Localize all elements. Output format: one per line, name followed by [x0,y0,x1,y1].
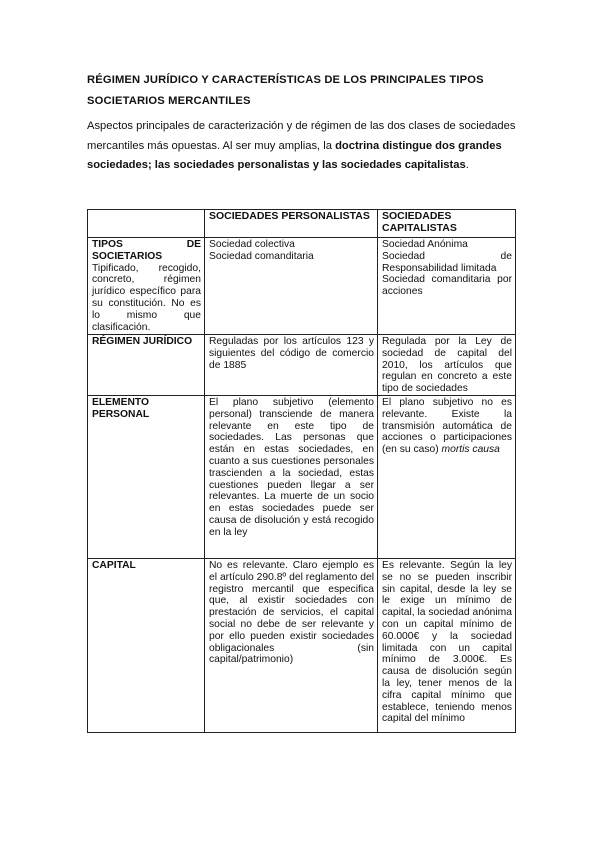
title-line-2: SOCIETARIOS MERCANTILES [87,95,251,107]
row-label-cell [88,238,205,335]
intro-line-3 [87,156,515,176]
intro-line-3-end: . [465,159,469,171]
title-line-1: RÉGIMEN JURÍDICO Y CARACTERÍSTICAS DE LOS PRINCIPALES TIPOS [87,74,484,86]
table-row [88,335,516,396]
table-row [88,238,516,335]
capitalistas-cell [378,395,516,558]
header-cell-empty [88,210,205,238]
row-label: TIPOS DE SOCIETARIOS [92,239,201,262]
capitalistas-italic: mortis causa [441,444,500,456]
row-label-note: Tipificado, recogido, concreto, régimen jurídico específico para su constitución. No es lo mismo que clasificación. [92,262,201,333]
table-header-row [88,210,516,238]
capitalistas-cell: Es relevante. Según la ley se no se pueden inscribir sin capital, desde la ley se le exige un mínimo de capital, la sociedad anónima con un capital mínimo de 60.000€ y la sociedad limitada con un capital mínimo de 3.000€. Es causa de disolución según la ley, tener menos de la cifra capital mínimo que establece, teniendo menos capital del mínimo [378,558,516,732]
row-label: CAPITAL [88,558,205,732]
capitalistas-text: El plano subjetivo no es relevante. Existe la transmisión automática de acciones o participaciones (en su caso) [382,396,512,456]
personalistas-cell: Reguladas por los artículos 123 y siguientes del código de comercio de 1885 [205,335,378,396]
personalistas-cell: No es relevante. Claro ejemplo es el artículo 290.8º del reglamento del registro mercantil que especifica que, al existir sociedades con prestación de servicios, el capital social no debe de ser relevante y por ello pueden existir sociedades obligacionales (sin capital/patrimonio) [205,558,378,732]
list-item: Sociedad comanditaria [209,250,314,262]
intro-line-2-plain: mercantiles más opuestas. Al ser muy amplias, la [87,139,336,152]
personalistas-cell: El plano subjetivo (elemento personal) transciende de manera relevante en este tipo de sociedades. Las personas que están en estas sociedades, en cuanto a sus cuestiones personales trascienden a la sociedad, estas cuestiones pueden llegar a ser relevantes. La muerte de un socio en estas sociedades puede ser causa de disolución y está recogido en la ley [205,395,378,558]
capitalistas-cell: Regulada por la Ley de sociedad de capital del 2010, los artículos que regulan en concreto a este tipo de sociedades [378,335,516,396]
document-title [87,70,515,112]
list-item: Sociedad de Responsabilidad limitada [382,250,512,274]
intro-line-3-bold: sociedades; las sociedades personalistas y las sociedades capitalistas [87,159,466,171]
list-item: Sociedad colectiva [209,239,295,250]
table-row [88,395,516,558]
row-label: ELEMENTO PERSONAL [88,395,205,558]
intro-line-1: Aspectos principales de caracterización y de régimen de las dos clases de sociedades [87,120,516,132]
personalistas-cell [205,238,378,335]
intro-line-2-bold: doctrina distingue dos grandes [335,139,502,152]
list-item: Sociedad comanditaria por acciones [382,274,512,298]
capitalistas-cell [378,238,516,335]
comparison-table [87,209,516,733]
intro-paragraph [87,117,515,176]
header-personalistas: SOCIEDADES PERSONALISTAS [205,210,378,238]
table-row [88,558,516,732]
intro-line-2 [87,137,515,157]
list-item: Sociedad Anónima [382,239,468,250]
row-label: RÉGIMEN JURÍDICO [88,335,205,396]
header-capitalistas: SOCIEDADES CAPITALISTAS [378,210,516,238]
